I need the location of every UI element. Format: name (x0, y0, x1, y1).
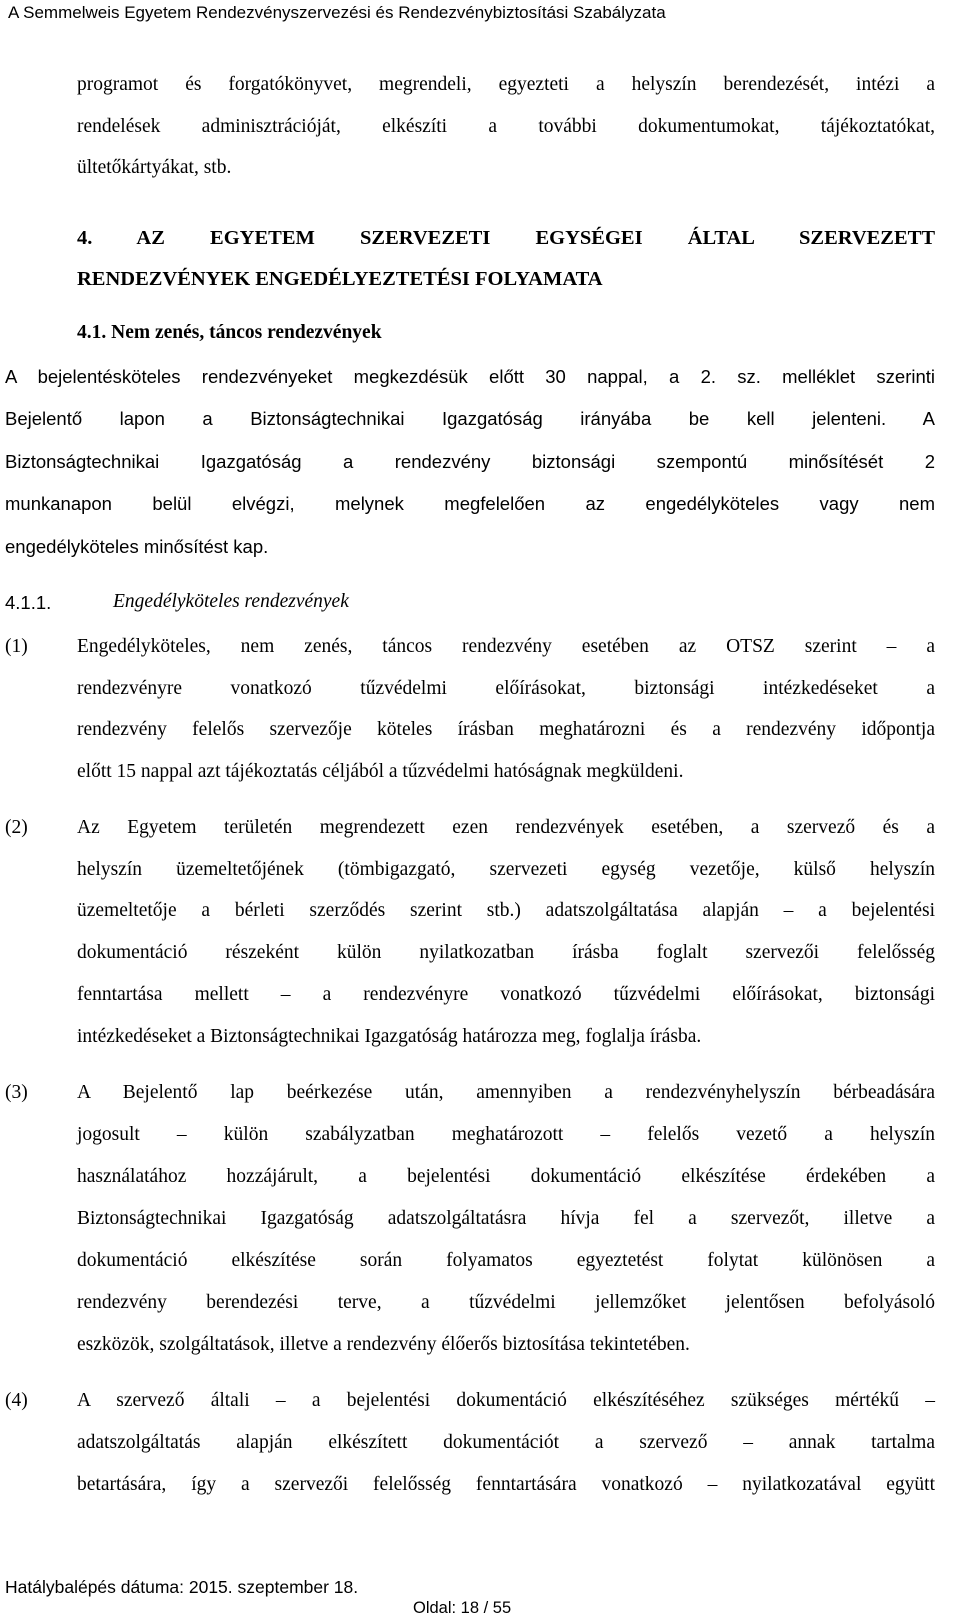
paragraph-line: Az Egyetem területén megrendezett ezen rendezvények esetében, a szervező és a (77, 817, 935, 838)
paragraph-line: Biztonságtechnikai Igazgatóság adatszolgáltatásra hívja fel a szervezőt, illetve a (77, 1208, 935, 1229)
body-line: Biztonságtechnikai Igazgatóság a rendezvény biztonsági szempontú minősítését 2 (5, 451, 935, 472)
paragraph-line: adatszolgáltatás alapján elkészített dokumentációt a szervező – annak tartalma (77, 1432, 935, 1453)
paragraph-line: eszközök, szolgáltatások, illetve a rendezvény élőerős biztosítása tekintetében. (77, 1334, 690, 1355)
header-title: A Semmelweis Egyetem Rendezvényszervezési és Rendezvénybiztosítási Szabályzata (8, 3, 666, 22)
intro-line: ültetőkártyákat, stb. (77, 157, 232, 178)
paragraph-line: fenntartása mellett – a rendezvényre vonatkozó tűzvédelmi előírásokat, biztonsági (77, 984, 935, 1005)
paragraph-line: dokumentáció elkészítése során folyamatos egyeztetést folytat különösen a (77, 1250, 935, 1271)
paragraph-number: (2) (5, 817, 28, 838)
section-4-1-1-title: Engedélyköteles rendezvények (113, 591, 349, 612)
intro-line: programot és forgatókönyvet, megrendeli, egyezteti a helyszín berendezését, intézi a (77, 74, 935, 95)
paragraph-line: betartására, így a szervezői felelősség fenntartására vonatkozó – nyilatkozatával együtt (77, 1474, 935, 1495)
paragraph-line: Engedélyköteles, nem zenés, táncos rendezvény esetében az OTSZ szerint – a (77, 636, 935, 657)
paragraph-line: intézkedéseket a Biztonságtechnikai Igazgatóság határozza meg, foglalja írásba. (77, 1026, 702, 1047)
paragraph-number: (4) (5, 1390, 28, 1411)
section-4-heading-cont: RENDEZVÉNYEK ENGEDÉLYEZTETÉSI FOLYAMATA (77, 268, 603, 290)
section-4-1-1-number: 4.1.1. (5, 592, 52, 613)
intro-line: rendelések adminisztrációját, elkészíti a további dokumentumokat, tájékoztatókat, (77, 116, 935, 137)
footer-effective-date: Hatálybalépés dátuma: 2015. szeptember 18. (5, 1577, 359, 1597)
paragraph-line: A Bejelentő lap beérkezése után, amennyiben a rendezvényhelyszín bérbeadására (77, 1082, 935, 1103)
paragraph-number: (3) (5, 1082, 28, 1103)
paragraph-line: előtt 15 nappal azt tájékoztatás céljából a tűzvédelmi hatóságnak megküldeni. (77, 761, 684, 782)
paragraph-line: jogosult – külön szabályzatban meghatározott – felelős vezető a helyszín (77, 1124, 935, 1145)
body-line: A bejelentésköteles rendezvényeket megkezdésük előtt 30 nappal, a 2. sz. melléklet szerinti (5, 366, 935, 387)
paragraph-line: A szervező általi – a bejelentési dokumentáció elkészítéséhez szükséges mértékű – (77, 1390, 935, 1411)
footer-page-number: Oldal: 18 / 55 (413, 1599, 512, 1617)
paragraph-line: rendezvényre vonatkozó tűzvédelmi előírásokat, biztonsági intézkedéseket a (77, 678, 935, 699)
section-4-1-heading: 4.1. Nem zenés, táncos rendezvények (77, 322, 382, 343)
body-line: munkanapon belül elvégzi, melynek megfelelően az engedélyköteles vagy nem (5, 493, 935, 514)
body-line: engedélyköteles minősítést kap. (5, 536, 269, 557)
paragraph-line: üzemeltetője a bérleti szerződés szerint stb.) adatszolgáltatása alapján – a bejelentési (77, 900, 935, 921)
paragraph-line: helyszín üzemeltetőjének (tömbigazgató, szervezeti egység vezetője, külső helyszín (77, 859, 935, 880)
paragraph-line: dokumentáció részeként külön nyilatkozatban írásba foglalt szervezői felelősség (77, 942, 935, 963)
body-line: Bejelentő lapon a Biztonságtechnikai Igazgatóság irányába be kell jelenteni. A (5, 408, 935, 429)
paragraph-number: (1) (5, 636, 28, 657)
section-4-heading: 4. AZ EGYETEM SZERVEZETI EGYSÉGEI ÁLTAL SZERVEZETT (77, 227, 935, 249)
paragraph-line: rendezvény felelős szervezője köteles írásban meghatározni és a rendezvény időpontja (77, 719, 935, 740)
paragraph-line: használatához hozzájárult, a bejelentési dokumentáció elkészítése érdekében a (77, 1166, 935, 1187)
paragraph-line: rendezvény berendezési terve, a tűzvédelmi jellemzőket jelentősen befolyásoló (77, 1292, 935, 1313)
